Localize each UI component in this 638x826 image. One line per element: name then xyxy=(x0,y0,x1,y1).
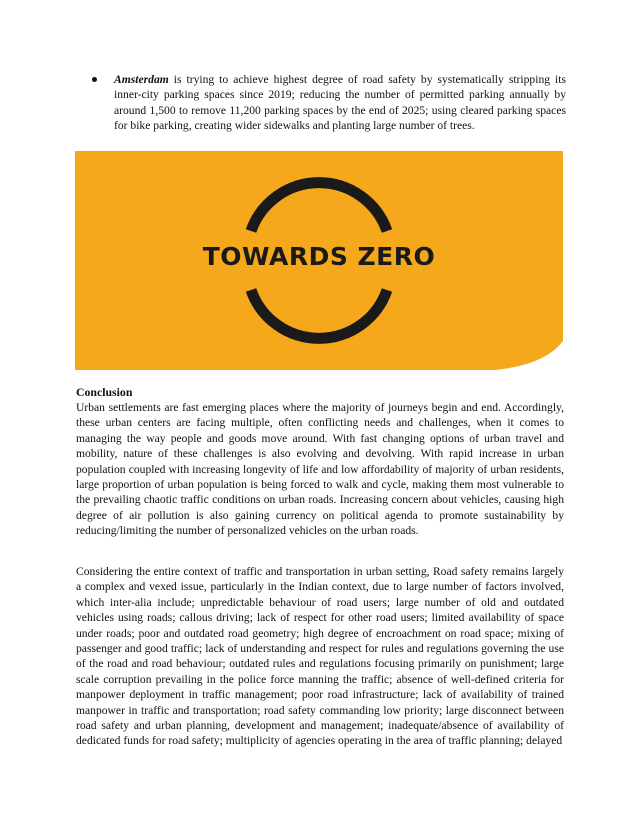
bullet-text xyxy=(114,72,566,134)
bullet-bold-term: Amsterdam xyxy=(114,73,169,86)
bullet-body: is trying to achieve highest degree of road safety by systematically stripping its inner-city parking spaces since 2019; reducing the number of permitted parking annually by around 1,500 to remove 11,200 parking spaces by the end of 2025; using cleared parking spaces for bike parking, creating wider sidewalks and planting large number of trees. xyxy=(114,73,566,133)
conclusion-paragraph-1: Urban settlements are fast emerging places where the majority of journeys begin and end. Accordingly, these urban centers are facing multiple, often conflicting needs and challenges, when it comes to managing the way people and goods move around. With fast changing options of urban travel and mobility, nature of these challenges is also evolving and devolving. With rapid increase in urban population coupled with increasing longevity of life and low affordability of majority of urban residents, large proportion of urban population is being forced to walk and cycle, making them most vulnerable to the prevailing chaotic traffic conditions on urban roads. Increasing concern about vehicles, causing high degree of air pollution is also gaining currency on political agenda to promote sustainability by reducing/limiting the number of personalized vehicles on the urban roads. xyxy=(76,401,564,538)
conclusion-paragraph-2: Considering the entire context of traffic and transportation in urban setting, Road safety remains largely a complex and vexed issue, particularly in the Indian context, due to large number of factors involved, which inter-alia include; unpredictable behaviour of road users; large number of old and outdated vehicles using roads; callous driving; lack of respect for other road users; limited availability of space under roads; poor and outdated road geometry; high degree of encroachment on road space; mixing of passenger and good traffic; lack of understanding and respect for rules and regulations governing the use of the road and road behaviour; outdated rules and regulations focusing primarily on punishment; large scale corruption prevailing in the police force manning the traffic; absence of well-defined criteria for manpower deployment in traffic management; poor road infrastructure; lack of availability of trained manpower in traffic and transportation; road safety commanding low priority; large disconnect between road safety and urban planning, development and management; inadequate/absence of availability of dedicated funds for road safety; multiplicity of agencies operating in the area of traffic planning; delayed xyxy=(76,565,564,748)
towards-zero-banner xyxy=(75,151,563,370)
bullet-dot-icon xyxy=(92,77,97,82)
banner-title: TOWARDS ZERO xyxy=(202,242,436,271)
bullet-item-amsterdam xyxy=(76,72,566,134)
conclusion-heading: Conclusion xyxy=(76,385,133,399)
